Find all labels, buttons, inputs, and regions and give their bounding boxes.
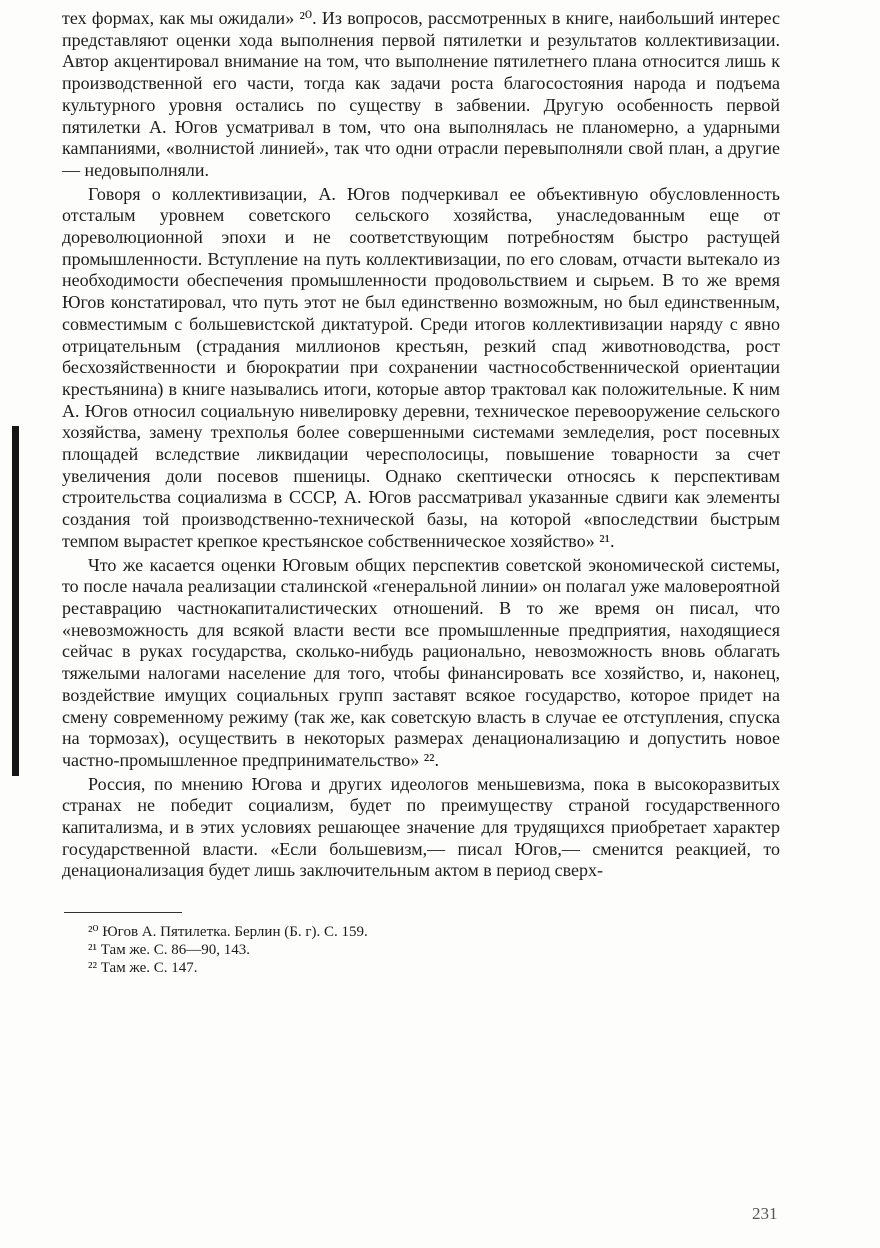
paragraph-3: Что же касается оценки Юговым общих перспектив советской экономической системы, то после начала реализации сталинской «генеральной линии» он полагал уже маловероятной реставрацию частнокапиталистических отношений. В то же время он писал, что «невозможность для всякой власти вести все промышленные предприятия, находящиеся сейчас в руках государства, сколько-нибудь рационально, невозможность вновь облагать тяжелыми налогами население для того, чтобы финансировать все хозяйство, и, наконец, воздействие имущих социальных групп заставят всякое государство, которое придет на смену современному режиму (так же, как советскую власть в случае ее отступления, спуска на тормозах), осуществить в некоторых размерах денационализацию и допустить новое частно-промышленное предпринимательство» ²². (62, 554, 780, 770)
footnotes (88, 923, 780, 977)
paragraph-1: тех формах, как мы ожидали» ²⁰. Из вопросов, рассмотренных в книге, наибольший интерес представляют оценки хода выполнения первой пятилетки и результатов коллективизации. Автор акцентировал внимание на том, что выполнение пятилетнего плана относится лишь к производственной его части, тогда как задачи роста благосостояния народа и подъема культурного уровня остались по существу в забвении. Другую особенность первой пятилетки А. Югов усматривал в том, что она выполнялась не планомерно, а ударными кампаниями, «волнистой линией», так что одни отрасли перевыполняли свой план, а другие — недовыполняли. (62, 8, 780, 180)
page-number: 231 (752, 1204, 778, 1223)
footnote-21: ²¹ Там же. С. 86—90, 143. (88, 942, 251, 959)
footnote-22: ²² Там же. С. 147. (88, 960, 198, 977)
footnote-20: ²⁰ Югов А. Пятилетка. Берлин (Б. г). С. 159. (88, 924, 368, 941)
page-text (62, 8, 780, 977)
margin-mark (12, 426, 19, 776)
footnote-divider (64, 912, 182, 913)
paragraph-4: Россия, по мнению Югова и других идеологов меньшевизма, пока в высокоразвитых странах не победит социализм, будет по преимуществу страной государственного капитализма, и в этих условиях решающее значение для трудящихся приобретает характер государственной власти. «Если большевизм,— писал Югов,— сменится реакцией, то денационализация будет лишь заключительным актом в период сверх- (62, 773, 780, 881)
paragraph-2: Говоря о коллективизации, А. Югов подчеркивал ее объективную обусловленность отсталым уровнем советского сельского хозяйства, унаследованным еще от дореволюционной эпохи и не соответствующим потребностям быстро растущей промышленности. Вступление на путь коллективизации, по его словам, отчасти вытекало из необходимости обеспечения промышленности продовольствием и сырьем. В то же время Югов констатировал, что путь этот не был единственно возможным, но был единственным, совместимым с большевистской диктатурой. Среди итогов коллективизации наряду с явно отрицательным (страдания миллионов крестьян, резкий спад животноводства, рост бесхозяйственности и бюрократии при сохранении частнособственнической ориентации крестьянина) в книге назывались итоги, которые автор трактовал как положительные. К ним А. Югов относил социальную нивелировку деревни, техническое перевооружение сельского хозяйства, замену трехполья более совершенными системами земледелия, рост посевных площадей вследствие ликвидации чересполосицы, повышение товарности за счет увеличения доли посевов пшеницы. Однако скептически относясь к перспективам строительства социализма в СССР, А. Югов рассматривал указанные сдвиги как элементы создания той производственно-технической базы, на которой «впоследствии быстрым темпом вырастет крепкое крестьянское собственническое хозяйство» ²¹. (62, 183, 780, 551)
